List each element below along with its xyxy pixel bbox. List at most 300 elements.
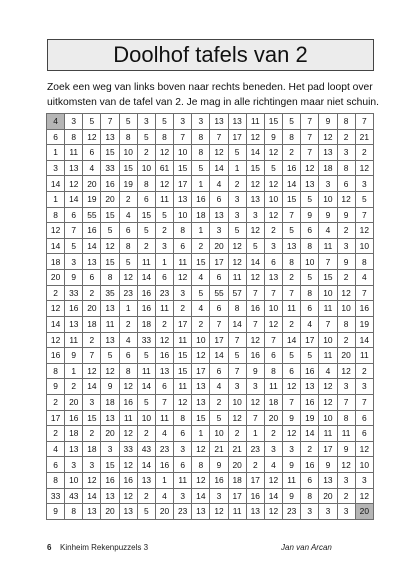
grid-cell: 12 — [210, 504, 228, 520]
grid-cell: 12 — [101, 238, 119, 254]
grid-cell: 16 — [246, 348, 264, 364]
grid-cell: 3 — [319, 504, 337, 520]
grid-cell: 5 — [301, 348, 319, 364]
grid-cell: 20 — [83, 176, 101, 192]
grid-cell: 6 — [355, 426, 373, 442]
grid-cell: 33 — [65, 285, 83, 301]
grid-cell: 4 — [319, 363, 337, 379]
grid-cell: 11 — [174, 332, 192, 348]
grid-cell: 7 — [174, 129, 192, 145]
grid-cell: 8 — [192, 457, 210, 473]
grid-cell: 2 — [137, 488, 155, 504]
grid-cell: 21 — [210, 441, 228, 457]
grid-cell: 9 — [47, 379, 65, 395]
grid-cell: 20 — [319, 488, 337, 504]
grid-cell: 12 — [283, 426, 301, 442]
grid-cell: 15 — [119, 160, 137, 176]
grid-row — [47, 114, 374, 130]
grid-cell: 2 — [210, 394, 228, 410]
grid-cell: 2 — [337, 129, 355, 145]
grid-cell: 12 — [264, 145, 282, 161]
grid-cell: 16 — [301, 457, 319, 473]
grid-cell: 1 — [47, 145, 65, 161]
grid-row — [47, 332, 374, 348]
grid-row — [47, 238, 374, 254]
grid-cell: 5 — [264, 160, 282, 176]
grid-cell: 15 — [283, 192, 301, 208]
grid-cell: 14 — [283, 176, 301, 192]
grid-cell: 13 — [301, 176, 319, 192]
grid-cell: 20 — [264, 410, 282, 426]
grid-cell: 12 — [174, 394, 192, 410]
grid-cell: 20 — [47, 270, 65, 286]
grid-cell: 13 — [228, 114, 246, 130]
grid-cell: 4 — [301, 316, 319, 332]
grid-cell: 16 — [301, 394, 319, 410]
grid-cell: 8 — [174, 223, 192, 239]
grid-cell: 43 — [65, 488, 83, 504]
grid-cell: 2 — [137, 145, 155, 161]
grid-cell: 6 — [210, 363, 228, 379]
grid-cell: 1 — [155, 473, 173, 489]
grid-cell: 8 — [155, 129, 173, 145]
grid-cell: 4 — [155, 426, 173, 442]
grid-cell: 2 — [301, 441, 319, 457]
grid-cell: 8 — [174, 410, 192, 426]
grid-cell: 7 — [228, 332, 246, 348]
grid-cell: 3 — [174, 488, 192, 504]
grid-cell: 20 — [101, 192, 119, 208]
grid-cell: 3 — [83, 457, 101, 473]
grid-cell: 1 — [119, 301, 137, 317]
grid-cell: 16 — [192, 192, 210, 208]
grid-cell: 20 — [210, 238, 228, 254]
grid-cell: 11 — [228, 504, 246, 520]
grid-cell: 6 — [210, 301, 228, 317]
grid-cell: 14 — [283, 332, 301, 348]
grid-cell: 5 — [137, 223, 155, 239]
grid-cell: 17 — [319, 441, 337, 457]
grid-cell: 15 — [192, 410, 210, 426]
grid-row — [47, 348, 374, 364]
grid-cell: 17 — [301, 332, 319, 348]
grid-cell: 5 — [283, 223, 301, 239]
grid-cell: 12 — [319, 379, 337, 395]
grid-cell: 2 — [119, 316, 137, 332]
grid-cell: 4 — [319, 223, 337, 239]
grid-cell: 3 — [246, 379, 264, 395]
grid-cell: 9 — [319, 114, 337, 130]
grid-cell: 4 — [47, 441, 65, 457]
grid-cell: 12 — [264, 473, 282, 489]
grid-cell: 14 — [65, 192, 83, 208]
grid-cell: 16 — [301, 363, 319, 379]
grid-cell: 6 — [301, 301, 319, 317]
grid-cell: 12 — [65, 176, 83, 192]
grid-cell: 3 — [174, 441, 192, 457]
grid-cell: 7 — [101, 114, 119, 130]
grid-cell: 14 — [137, 379, 155, 395]
grid-cell: 6 — [83, 145, 101, 161]
grid-cell: 3 — [47, 160, 65, 176]
grid-cell: 5 — [355, 192, 373, 208]
grid-cell: 15 — [101, 254, 119, 270]
grid-cell: 14 — [137, 457, 155, 473]
grid-cell: 16 — [47, 348, 65, 364]
grid-cell: 12 — [192, 441, 210, 457]
grid-cell: 1 — [155, 254, 173, 270]
grid-cell: 6 — [155, 379, 173, 395]
grid-cell: 3 — [101, 441, 119, 457]
grid-cell: 16 — [137, 301, 155, 317]
grid-cell: 3 — [337, 504, 355, 520]
grid-cell: 10 — [137, 160, 155, 176]
grid-cell: 33 — [47, 488, 65, 504]
grid-cell: 2 — [83, 426, 101, 442]
grid-cell: 3 — [174, 285, 192, 301]
grid-row — [47, 363, 374, 379]
grid-cell: 5 — [137, 504, 155, 520]
grid-cell: 2 — [355, 363, 373, 379]
grid-cell: 8 — [119, 238, 137, 254]
grid-cell: 33 — [137, 332, 155, 348]
grid-cell: 7 — [246, 316, 264, 332]
grid-cell: 10 — [65, 473, 83, 489]
grid-row — [47, 192, 374, 208]
grid-cell: 1 — [192, 223, 210, 239]
grid-cell: 16 — [119, 473, 137, 489]
grid-cell: 13 — [192, 379, 210, 395]
grid-cell: 4 — [119, 332, 137, 348]
grid-cell: 3 — [228, 192, 246, 208]
grid-cell: 6 — [83, 270, 101, 286]
grid-cell: 3 — [192, 114, 210, 130]
grid-cell: 15 — [137, 207, 155, 223]
grid-cell: 5 — [283, 348, 301, 364]
grid-cell: 10 — [355, 238, 373, 254]
grid-cell: 6 — [301, 223, 319, 239]
grid-cell: 3 — [174, 114, 192, 130]
grid-cell: 12 — [355, 488, 373, 504]
grid-cell: 7 — [355, 285, 373, 301]
grid-cell: 3 — [155, 238, 173, 254]
grid-cell: 3 — [355, 176, 373, 192]
grid-cell: 7 — [83, 348, 101, 364]
grid-cell: 11 — [137, 254, 155, 270]
grid-cell: 5 — [65, 238, 83, 254]
grid-cell: 11 — [155, 192, 173, 208]
grid-cell: 12 — [264, 316, 282, 332]
grid-cell: 13 — [83, 254, 101, 270]
start-cell: 4 — [47, 114, 65, 130]
grid-cell: 10 — [355, 457, 373, 473]
grid-cell: 7 — [301, 145, 319, 161]
grid-cell: 17 — [174, 316, 192, 332]
grid-cell: 10 — [301, 254, 319, 270]
grid-cell: 35 — [101, 285, 119, 301]
grid-cell: 3 — [228, 207, 246, 223]
grid-cell: 15 — [174, 348, 192, 364]
grid-cell: 33 — [119, 441, 137, 457]
grid-cell: 12 — [119, 457, 137, 473]
grid-cell: 13 — [319, 473, 337, 489]
grid-cell: 16 — [246, 488, 264, 504]
grid-cell: 14 — [47, 238, 65, 254]
grid-cell: 9 — [337, 207, 355, 223]
grid-cell: 2 — [155, 316, 173, 332]
grid-cell: 8 — [337, 114, 355, 130]
grid-cell: 9 — [246, 363, 264, 379]
grid-row — [47, 285, 374, 301]
grid-cell: 18 — [47, 254, 65, 270]
grid-cell: 12 — [264, 207, 282, 223]
grid-cell: 23 — [283, 504, 301, 520]
grid-cell: 14 — [83, 488, 101, 504]
grid-cell: 21 — [228, 441, 246, 457]
grid-cell: 2 — [47, 285, 65, 301]
grid-cell: 20 — [101, 504, 119, 520]
grid-cell: 16 — [65, 410, 83, 426]
grid-cell: 13 — [137, 473, 155, 489]
grid-cell: 2 — [155, 223, 173, 239]
grid-cell: 2 — [228, 426, 246, 442]
grid-cell: 3 — [228, 379, 246, 395]
grid-cell: 11 — [174, 254, 192, 270]
grid-cell: 9 — [65, 270, 83, 286]
grid-cell: 12 — [246, 270, 264, 286]
grid-cell: 18 — [228, 473, 246, 489]
grid-row — [47, 301, 374, 317]
grid-cell: 5 — [119, 254, 137, 270]
grid-cell: 16 — [210, 473, 228, 489]
grid-cell: 12 — [101, 363, 119, 379]
grid-cell: 13 — [246, 504, 264, 520]
grid-cell: 13 — [301, 379, 319, 395]
grid-cell: 10 — [337, 301, 355, 317]
grid-cell: 20 — [228, 457, 246, 473]
grid-cell: 4 — [192, 270, 210, 286]
grid-row — [47, 223, 374, 239]
grid-cell: 5 — [137, 394, 155, 410]
grid-cell: 2 — [47, 426, 65, 442]
grid-cell: 19 — [301, 410, 319, 426]
grid-cell: 14 — [83, 238, 101, 254]
grid-cell: 12 — [246, 129, 264, 145]
grid-cell: 11 — [246, 114, 264, 130]
grid-cell: 11 — [155, 410, 173, 426]
grid-cell: 10 — [264, 301, 282, 317]
grid-cell: 23 — [119, 285, 137, 301]
grid-cell: 8 — [65, 129, 83, 145]
grid-cell: 14 — [83, 379, 101, 395]
grid-cell: 2 — [137, 426, 155, 442]
grid-cell: 8 — [301, 238, 319, 254]
grid-cell: 7 — [319, 254, 337, 270]
end-cell: 20 — [355, 504, 373, 520]
grid-cell: 6 — [337, 176, 355, 192]
grid-cell: 6 — [174, 238, 192, 254]
grid-row — [47, 394, 374, 410]
grid-cell: 16 — [246, 301, 264, 317]
grid-cell: 12 — [228, 410, 246, 426]
grid-cell: 10 — [192, 332, 210, 348]
grid-cell: 12 — [246, 223, 264, 239]
grid-row — [47, 316, 374, 332]
grid-cell: 1 — [192, 176, 210, 192]
grid-cell: 15 — [246, 160, 264, 176]
grid-cell: 12 — [155, 145, 173, 161]
grid-cell: 4 — [210, 176, 228, 192]
grid-cell: 13 — [210, 207, 228, 223]
grid-cell: 5 — [137, 348, 155, 364]
grid-cell: 13 — [192, 504, 210, 520]
grid-cell: 2 — [337, 332, 355, 348]
grid-cell: 5 — [210, 410, 228, 426]
grid-cell: 13 — [246, 192, 264, 208]
grid-cell: 6 — [210, 192, 228, 208]
grid-row — [47, 426, 374, 442]
grid-cell: 14 — [210, 348, 228, 364]
grid-cell: 8 — [301, 488, 319, 504]
grid-cell: 8 — [228, 301, 246, 317]
grid-cell: 10 — [319, 285, 337, 301]
grid-cell: 14 — [355, 332, 373, 348]
grid-cell: 2 — [83, 332, 101, 348]
grid-cell: 3 — [210, 223, 228, 239]
grid-cell: 16 — [283, 160, 301, 176]
grid-cell: 7 — [264, 285, 282, 301]
grid-cell: 16 — [137, 285, 155, 301]
grid-cell: 23 — [155, 441, 173, 457]
grid-cell: 8 — [47, 363, 65, 379]
grid-cell: 13 — [65, 160, 83, 176]
grid-cell: 8 — [355, 254, 373, 270]
grid-cell: 7 — [319, 316, 337, 332]
grid-cell: 12 — [337, 192, 355, 208]
grid-cell: 11 — [137, 363, 155, 379]
grid-cell: 8 — [119, 363, 137, 379]
grid-cell: 17 — [192, 363, 210, 379]
grid-cell: 3 — [337, 473, 355, 489]
grid-cell: 5 — [119, 114, 137, 130]
grid-cell: 9 — [319, 457, 337, 473]
grid-cell: 11 — [174, 473, 192, 489]
grid-cell: 8 — [47, 207, 65, 223]
grid-cell: 14 — [210, 160, 228, 176]
grid-cell: 3 — [246, 207, 264, 223]
grid-cell: 4 — [192, 301, 210, 317]
grid-cell: 5 — [228, 145, 246, 161]
grid-cell: 14 — [47, 316, 65, 332]
grid-cell: 11 — [264, 379, 282, 395]
grid-cell: 2 — [337, 488, 355, 504]
grid-cell: 12 — [246, 332, 264, 348]
grid-cell: 15 — [192, 254, 210, 270]
grid-cell: 11 — [355, 348, 373, 364]
grid-cell: 2 — [264, 223, 282, 239]
grid-cell: 4 — [264, 457, 282, 473]
grid-row — [47, 457, 374, 473]
grid-cell: 14 — [246, 145, 264, 161]
grid-cell: 8 — [337, 160, 355, 176]
grid-cell: 12 — [246, 394, 264, 410]
grid-cell: 18 — [319, 160, 337, 176]
grid-cell: 12 — [192, 473, 210, 489]
grid-cell: 12 — [174, 270, 192, 286]
grid-cell: 5 — [301, 192, 319, 208]
grid-cell: 13 — [101, 332, 119, 348]
grid-cell: 8 — [337, 410, 355, 426]
grid-cell: 3 — [210, 488, 228, 504]
grid-cell: 12 — [301, 160, 319, 176]
grid-cell: 12 — [337, 285, 355, 301]
grid-cell: 12 — [319, 394, 337, 410]
grid-cell: 14 — [264, 488, 282, 504]
grid-cell: 5 — [155, 114, 173, 130]
grid-cell: 4 — [83, 160, 101, 176]
grid-cell: 7 — [355, 394, 373, 410]
grid-cell: 12 — [355, 441, 373, 457]
grid-cell: 1 — [246, 426, 264, 442]
grid-cell: 16 — [355, 301, 373, 317]
grid-cell: 15 — [101, 457, 119, 473]
grid-cell: 16 — [101, 473, 119, 489]
grid-cell: 12 — [355, 160, 373, 176]
grid-cell: 12 — [47, 332, 65, 348]
grid-row — [47, 410, 374, 426]
grid-cell: 6 — [174, 457, 192, 473]
grid-cell: 17 — [210, 254, 228, 270]
grid-cell: 6 — [65, 207, 83, 223]
grid-cell: 3 — [65, 114, 83, 130]
grid-cell: 16 — [101, 176, 119, 192]
grid-cell: 12 — [264, 504, 282, 520]
maze-grid — [46, 113, 374, 520]
grid-cell: 17 — [246, 473, 264, 489]
grid-cell: 18 — [83, 316, 101, 332]
grid-cell: 10 — [174, 145, 192, 161]
grid-cell: 8 — [283, 254, 301, 270]
grid-cell: 5 — [137, 129, 155, 145]
grid-cell: 3 — [264, 441, 282, 457]
grid-cell: 33 — [101, 160, 119, 176]
grid-cell: 7 — [246, 410, 264, 426]
grid-cell: 10 — [119, 145, 137, 161]
grid-cell: 11 — [65, 332, 83, 348]
grid-cell: 1 — [228, 160, 246, 176]
grid-cell: 1 — [65, 363, 83, 379]
grid-cell: 2 — [47, 394, 65, 410]
grid-cell: 12 — [192, 348, 210, 364]
grid-row — [47, 129, 374, 145]
grid-cell: 2 — [228, 176, 246, 192]
grid-cell: 16 — [119, 394, 137, 410]
grid-cell: 55 — [210, 285, 228, 301]
grid-cell: 3 — [83, 394, 101, 410]
grid-cell: 12 — [119, 488, 137, 504]
grid-cell: 20 — [65, 394, 83, 410]
grid-cell: 2 — [283, 316, 301, 332]
grid-cell: 7 — [246, 285, 264, 301]
grid-cell: 6 — [137, 192, 155, 208]
grid-cell: 18 — [264, 394, 282, 410]
grid-cell: 3 — [65, 254, 83, 270]
grid-cell: 13 — [319, 145, 337, 161]
grid-cell: 3 — [319, 176, 337, 192]
grid-cell: 23 — [155, 285, 173, 301]
grid-cell: 5 — [228, 223, 246, 239]
grid-cell: 8 — [192, 145, 210, 161]
